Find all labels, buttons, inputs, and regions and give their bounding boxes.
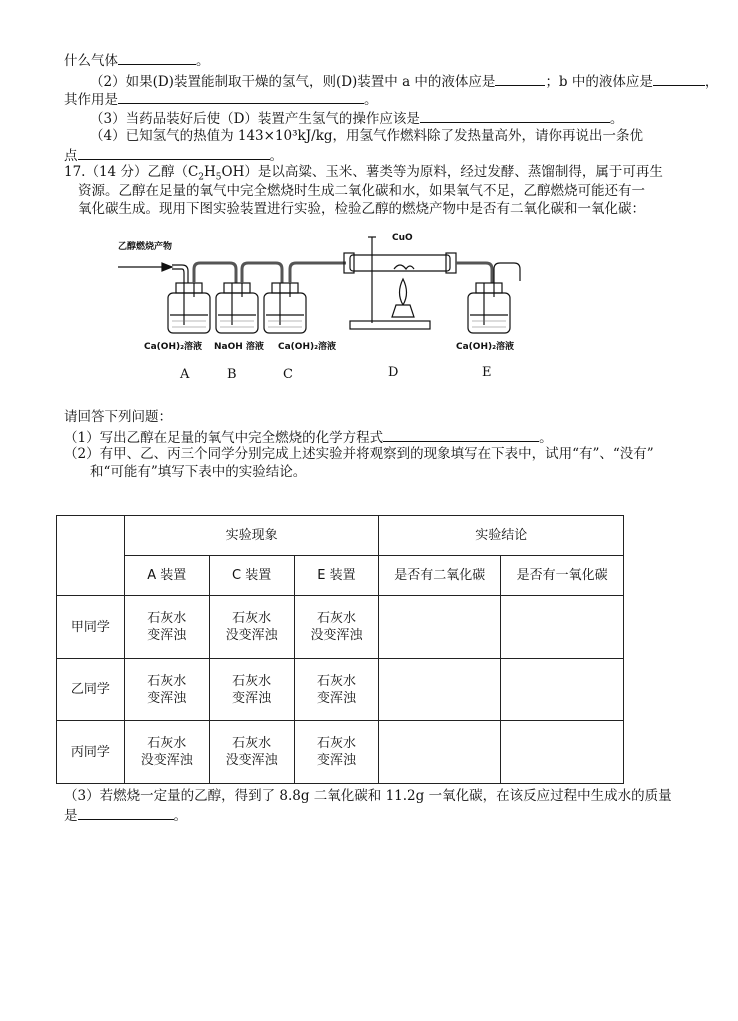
cell-c bbox=[209, 721, 294, 784]
apparatus-drawing bbox=[110, 225, 530, 385]
cell-text: 石灰水 bbox=[232, 673, 272, 689]
cell-text: 没变浑浊 bbox=[140, 753, 193, 768]
text: （2）如果(D)装置能制取干燥的氢气，则(D)装置中 a 中的液体应是 bbox=[90, 74, 496, 90]
text: 。 bbox=[196, 53, 210, 69]
q17-line-2 bbox=[78, 182, 645, 200]
text-line-6 bbox=[64, 145, 283, 165]
conclusion-co2-cell[interactable] bbox=[379, 659, 501, 721]
bottle-c-label: Ca(OH)₂溶液 bbox=[278, 342, 337, 352]
text: （4）已知氢气的热值为 143×10³kJ/kg，用氢气作燃料除了发热量高外，请你再说出一条优 bbox=[90, 128, 644, 144]
cell-a bbox=[124, 659, 209, 721]
answer-blank[interactable] bbox=[118, 89, 364, 104]
text: 。 bbox=[609, 111, 624, 127]
cell-text: 石灰水 bbox=[316, 736, 356, 751]
text: ；b 中的液体应是 bbox=[545, 74, 653, 90]
cell-e bbox=[294, 659, 379, 721]
text-line-1 bbox=[64, 50, 210, 70]
text: （3）若燃烧一定量的乙醇，得到了 8.8g 二氧化碳和 11.2g 一氧化碳，在该反应过程中生成水的质量 bbox=[64, 788, 672, 804]
text: 其作用是 bbox=[64, 92, 118, 108]
answer-blank[interactable] bbox=[495, 71, 545, 86]
text: （1）写出乙醇在足量的氧气中完全燃烧的化学方程式 bbox=[64, 430, 384, 446]
cell-text: 石灰水 bbox=[147, 611, 187, 626]
conclusion-co2-cell[interactable] bbox=[379, 596, 501, 659]
results-table bbox=[56, 515, 624, 784]
device-letter-b: B bbox=[227, 367, 237, 382]
apparatus-diagram bbox=[110, 225, 530, 385]
text-line-4 bbox=[90, 108, 623, 128]
cell-a bbox=[124, 721, 209, 784]
subheader-co: 是否有一氧化碳 bbox=[501, 556, 624, 596]
conclusion-co-cell[interactable] bbox=[501, 659, 624, 721]
device-letter-a: A bbox=[180, 367, 190, 382]
cell-text: 石灰水 bbox=[232, 611, 272, 626]
device-letter-e: E bbox=[482, 365, 492, 380]
table-corner-cell bbox=[57, 516, 125, 596]
text-line-5 bbox=[90, 127, 643, 145]
q17-line-3 bbox=[78, 200, 645, 218]
cell-a bbox=[124, 596, 209, 659]
text: OH）是以高粱、玉米、薯类等为原料，经过发酵、蒸馏制得，属于可再生 bbox=[221, 164, 663, 180]
text: 资源。乙醇在足量的氧气中完全燃烧时生成二氧化碳和水，如果氧气不足，乙醇燃烧可能还有一 bbox=[78, 183, 645, 199]
cell-text: 变浑浊 bbox=[147, 628, 187, 643]
cell-text: 石灰水 bbox=[147, 736, 187, 751]
text: H bbox=[204, 164, 216, 180]
subheader-e: E 装置 bbox=[294, 556, 379, 596]
conclusion-co2-cell[interactable] bbox=[379, 721, 501, 784]
bottle-b-label: NaOH 溶液 bbox=[214, 342, 264, 352]
answer-blank[interactable] bbox=[653, 71, 705, 86]
cell-e bbox=[294, 596, 379, 659]
subheader-co2: 是否有二氧化碳 bbox=[379, 556, 501, 596]
cell-text: 没变浑浊 bbox=[225, 753, 278, 768]
text: （2）有甲、乙、丙三个同学分别完成上述实验并将观察到的现象填写在下表中，试用“有”、“没有” bbox=[64, 446, 654, 462]
text: 氧化碳生成。现用下图实验装置进行实验，检验乙醇的燃烧产物中是否有二氧化碳和一氧化碳： bbox=[78, 201, 645, 217]
cell-text: 变浑浊 bbox=[147, 690, 187, 706]
answer-blank[interactable] bbox=[118, 50, 196, 65]
cell-text: 石灰水 bbox=[316, 611, 356, 626]
sub-question-1 bbox=[64, 427, 553, 447]
cell-text: 变浑浊 bbox=[232, 690, 272, 706]
device-letter-d: D bbox=[388, 365, 399, 380]
cell-text: 石灰水 bbox=[316, 673, 356, 689]
answer-blank[interactable] bbox=[78, 145, 270, 160]
subheader-a: A 装置 bbox=[124, 556, 209, 596]
student-name: 甲同学 bbox=[57, 596, 125, 659]
inlet-label: 乙醇燃烧产物 bbox=[118, 242, 173, 252]
text-line-3 bbox=[64, 89, 378, 109]
cell-c bbox=[209, 659, 294, 721]
text-line-2 bbox=[90, 71, 718, 91]
conclusion-co-cell[interactable] bbox=[501, 596, 624, 659]
answer-blank[interactable] bbox=[383, 427, 539, 442]
cuo-label: CuO bbox=[392, 233, 413, 243]
text: （3）当药品装好后使（D）装置产生氢气的操作应该是 bbox=[90, 111, 420, 127]
text: ， bbox=[704, 74, 719, 90]
sub-question-3-line-2 bbox=[64, 805, 187, 825]
answer-blank[interactable] bbox=[420, 108, 610, 123]
sub-question-2-line-1 bbox=[64, 445, 654, 463]
table-row bbox=[57, 596, 624, 659]
answer-intro bbox=[64, 408, 172, 426]
cell-text: 变浑浊 bbox=[316, 753, 356, 768]
bottle-e-label: Ca(OH)₂溶液 bbox=[456, 342, 515, 352]
cell-text: 变浑浊 bbox=[316, 690, 356, 706]
cell-text: 石灰水 bbox=[147, 673, 187, 689]
text: 。 bbox=[364, 92, 378, 108]
cell-text: 没变浑浊 bbox=[310, 628, 363, 643]
cell-c bbox=[209, 596, 294, 659]
text: 。 bbox=[173, 808, 187, 824]
sub-question-3-line-1 bbox=[64, 787, 672, 805]
text: 是 bbox=[64, 808, 78, 824]
text: 17.（14 分）乙醇（C bbox=[64, 164, 199, 180]
header-phenomenon: 实验现象 bbox=[124, 516, 379, 556]
device-letter-c: C bbox=[283, 367, 293, 382]
answer-blank[interactable] bbox=[78, 805, 174, 820]
subheader-c: C 装置 bbox=[209, 556, 294, 596]
cell-e bbox=[294, 721, 379, 784]
cell-text: 石灰水 bbox=[232, 736, 272, 751]
subscript: 2 bbox=[198, 172, 205, 183]
sub-question-2-line-2 bbox=[90, 463, 306, 481]
table-row bbox=[57, 721, 624, 784]
cell-text: 没变浑浊 bbox=[225, 628, 278, 643]
table-row bbox=[57, 659, 624, 721]
text: 。 bbox=[269, 148, 283, 164]
text: 点 bbox=[64, 148, 78, 164]
text: 和“可能有”填写下表中的实验结论。 bbox=[90, 464, 307, 480]
header-conclusion: 实验结论 bbox=[379, 516, 624, 556]
conclusion-co-cell[interactable] bbox=[501, 721, 624, 784]
subscript: 5 bbox=[215, 172, 222, 183]
bottle-a-label: Ca(OH)₂溶液 bbox=[144, 342, 203, 352]
text: 。 bbox=[539, 430, 553, 446]
text: 请回答下列问题： bbox=[64, 409, 172, 425]
student-name: 乙同学 bbox=[57, 659, 125, 721]
text: 什么气体 bbox=[64, 53, 118, 69]
student-name: 丙同学 bbox=[57, 721, 125, 784]
